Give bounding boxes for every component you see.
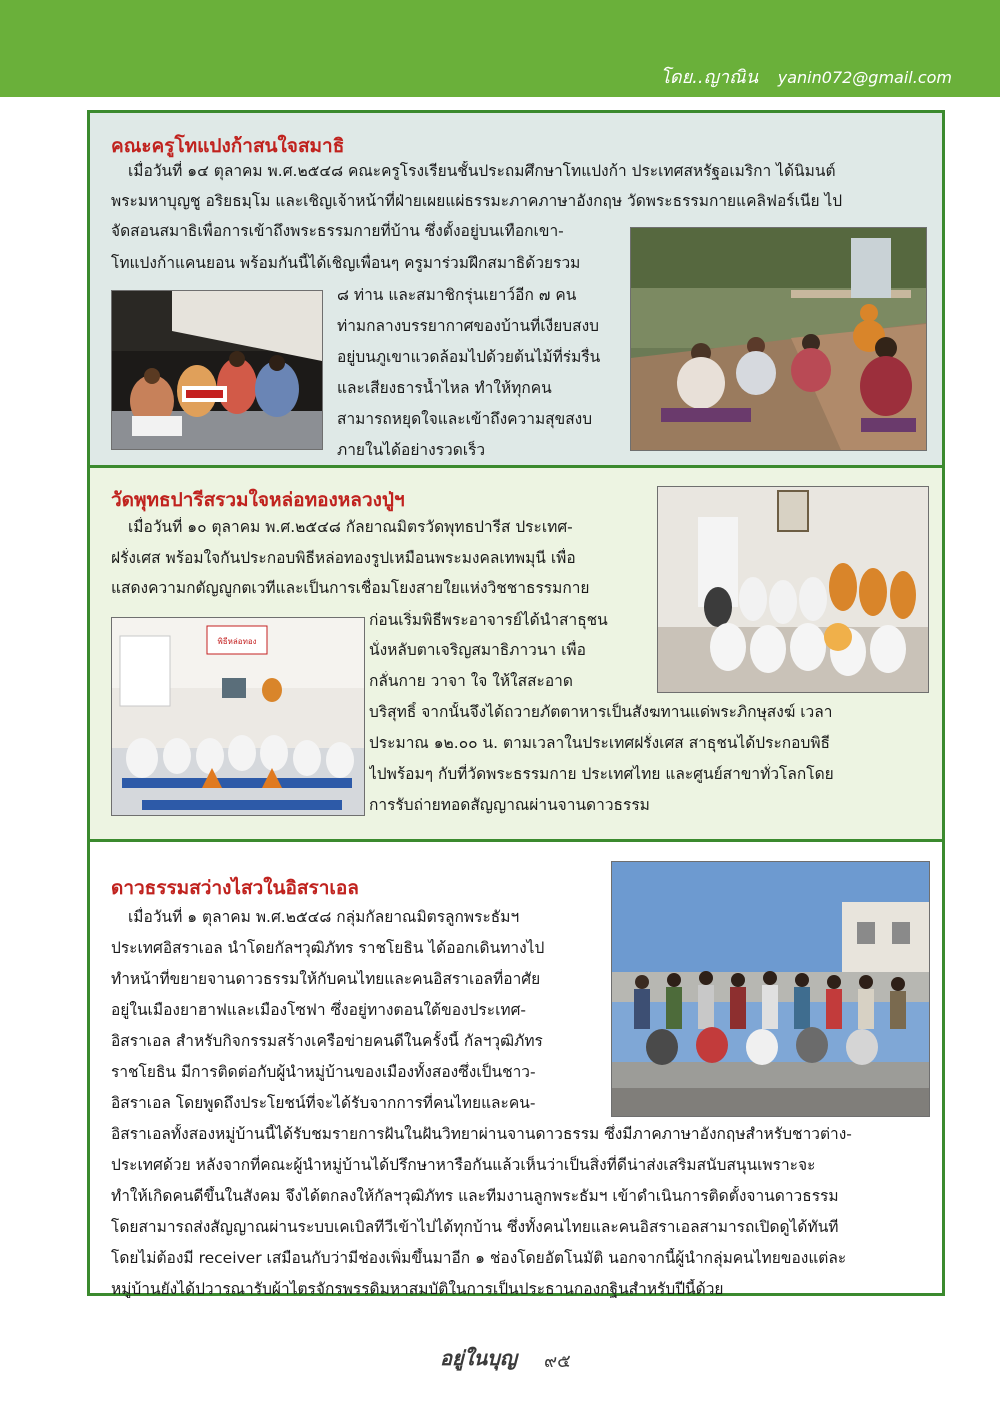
text-line: แสดงความกตัญญูกตเวทีและเป็นการเชื่อมโยงสายใยแห่งวิชชาธรรมกาย	[111, 579, 590, 597]
text-line: กลั่นกาย วาจา ใจ ให้ใสสะอาด	[369, 672, 573, 690]
text-line: การรับถ่ายทอดสัญญาณผ่านจานดาวธรรม	[369, 796, 650, 814]
text-line: นั่งหลับตาเจริญสมาธิภาวนา เพื่อ	[369, 641, 586, 659]
text-line: โทแปงก้าแคนยอน พร้อมกันนี้ได้เชิญเพื่อนๆ ครูมาร่วมฝึกสมาธิด้วยรวม	[111, 254, 581, 272]
text-line: ภายในได้อย่างรวดเร็ว	[337, 441, 486, 459]
text-line: ประมาณ ๑๒.๐๐ น. ตามเวลาในประเทศฝรั่งเศส สาธุชนได้ประกอบพิธี	[369, 734, 830, 752]
text-line: อยู่ในเมืองยาฮาฟและเมืองโซฟา ซึ่งอยู่ทางตอนใต้ของประเทศ-	[111, 1001, 527, 1019]
section-title: คณะครูโทแปงก้าสนใจสมาธิ	[111, 135, 345, 157]
text-line: อิสราเอล โดยพูดถึงประโยชน์ที่จะได้รับจากการที่คนไทยและคน-	[111, 1094, 536, 1112]
section-paris	[90, 468, 942, 842]
text-line: ท่ามกลางบรรยากาศของบ้านที่เงียบสงบ	[337, 317, 599, 335]
text-line: โดยสามารถส่งสัญญาณผ่านระบบเคเบิลทีวีเข้าไปได้ทุกบ้าน ซึ่งทั้งคนไทยและคนอิสราเอลสามารถเปิดดูได้ทันที	[111, 1218, 839, 1236]
text-line: อยู่บนภูเขาแวดล้อมไปด้วยต้นไม้ที่ร่มรื่น	[337, 348, 601, 366]
paris-ceremony-photo	[657, 486, 929, 693]
banner-text: พิธีหล่อทอง	[217, 637, 257, 646]
text-line: หมู่บ้านยังได้ปวารณารับผ้าไตรจักรพรรดิมหาสมบัติในการเป็นประธานกองกฐินสำหรับปีนี้ด้วย	[111, 1280, 724, 1298]
author-email: yanin072@gmail.com	[777, 68, 952, 87]
author-credit	[660, 62, 952, 91]
section-title: ดาวธรรมสว่างไสวในอิสราเอล	[111, 877, 359, 899]
text-line: เมื่อวันที่ ๑๐ ตุลาคม พ.ศ.๒๕๔๘ กัลยาณมิตรวัดพุทธปารีส ประเทศ-	[128, 518, 573, 536]
meditation-deck-photo	[630, 227, 927, 451]
text-line: บริสุทธิ์ จากนั้นจึงได้ถวายภัตตาหารเป็นสังฆทานแด่พระภิกษุสงฆ์ เวลา	[369, 703, 833, 721]
text-line: เมื่อวันที่ ๑๔ ตุลาคม พ.ศ.๒๕๔๘ คณะครูโรงเรียนชั้นประถมศึกษาโทแปงก้า ประเทศสหรัฐอเมริกา ได้นิมนต์	[128, 162, 836, 180]
page-number: ๙๕	[544, 1351, 571, 1372]
magazine-logo: อยู่ในบุญ	[440, 1346, 517, 1370]
text-line: เมื่อวันที่ ๑ ตุลาคม พ.ศ.๒๕๔๘ กลุ่มกัลยาณมิตรลูกพระธัมฯ	[128, 908, 520, 926]
text-line: พระมหาบุญชู อริยธมฺโม และเชิญเจ้าหน้าที่ฝ่ายเผยแผ่ธรรมะภาคภาษาอังกฤษ วัดพระธรรมกายแคลิฟอร์เนีย ไป	[111, 192, 843, 210]
israel-group-photo	[611, 861, 930, 1117]
article-frame	[87, 110, 945, 1296]
text-line: โดยไม่ต้องมี receiver เสมือนกับว่ามีช่องเพิ่มขึ้นมาอีก ๑ ช่องโดยอัตโนมัติ นอกจากนี้ผู้นำกลุ่มคนไทยของแต่ละ	[111, 1249, 847, 1267]
text-line: อิสราเอลทั้งสองหมู่บ้านนี้ได้รับชมรายการฝันในฝันวิทยาผ่านจานดาวธรรม ซึ่งมีภาคภาษาอังกฤษสำหรับชาวต่าง-	[111, 1125, 852, 1143]
text-line: ก่อนเริ่มพิธีพระอาจารย์ได้นำสาธุชน	[369, 611, 608, 629]
text-line: ทำหน้าที่ขยายจานดาวธรรมให้กับคนไทยและคนอิสราเอลที่อาศัย	[111, 970, 541, 988]
page-header	[0, 0, 1000, 97]
text-line: จัดสอนสมาธิเพื่อการเข้าถึงพระธรรมกายที่บ้าน ซึ่งตั้งอยู่บนเทือกเขา-	[111, 222, 564, 240]
text-line: ไปพร้อมๆ กับที่วัดพระธรรมกาย ประเทศไทย และศูนย์สาขาทั่วโลกโดย	[369, 765, 834, 783]
text-line: ทำให้เกิดคนดีขึ้นในสังคม จึงได้ตกลงให้กัลฯวุฒิภัทร และทีมงานลูกพระธัมฯ เข้าดำเนินการติดตั้งจานดาวธรรม	[111, 1187, 839, 1205]
section-israel	[90, 842, 942, 1298]
author-name: โดย..ญาณิน	[660, 67, 759, 88]
page-footer	[440, 1340, 580, 1376]
text-line: อิสราเอล สำหรับกิจกรรมสร้างเครือข่ายคนดีในครั้งนี้ กัลฯวุฒิภัทร	[111, 1032, 543, 1050]
text-line: สามารถหยุดใจและเข้าถึงความสุขสงบ	[337, 410, 593, 428]
text-line: ๘ ท่าน และสมาชิกรุ่นเยาว์อีก ๗ คน	[337, 286, 577, 304]
group-night-photo	[111, 290, 323, 450]
text-line: ประเทศด้วย หลังจากที่คณะผู้นำหมู่บ้านได้ปรึกษาหารือกันแล้วเห็นว่าเป็นสิ่งที่ดีน่าส่งเสริมสนับสนุนเพราะจะ	[111, 1156, 816, 1174]
paris-meditation-photo	[111, 617, 365, 816]
text-line: ราชโยธิน มีการติดต่อกับผู้นำหมู่บ้านของเมืองทั้งสองซึ่งเป็นชาว-	[111, 1063, 536, 1081]
text-line: ฝรั่งเศส พร้อมใจกันประกอบพิธีหล่อทองรูปเหมือนพระมงคลเทพมุนี เพื่อ	[111, 549, 576, 567]
text-line: และเสียงธารน้ำไหล ทำให้ทุกคน	[337, 379, 552, 397]
text-line: ประเทศอิสราเอล นำโดยกัลฯวุฒิภัทร ราชโยธิน ได้ออกเดินทางไป	[111, 939, 545, 957]
section-topanga	[90, 113, 942, 468]
section-title: วัดพุทธปารีสรวมใจหล่อทองหลวงปู่ฯ	[111, 489, 405, 511]
